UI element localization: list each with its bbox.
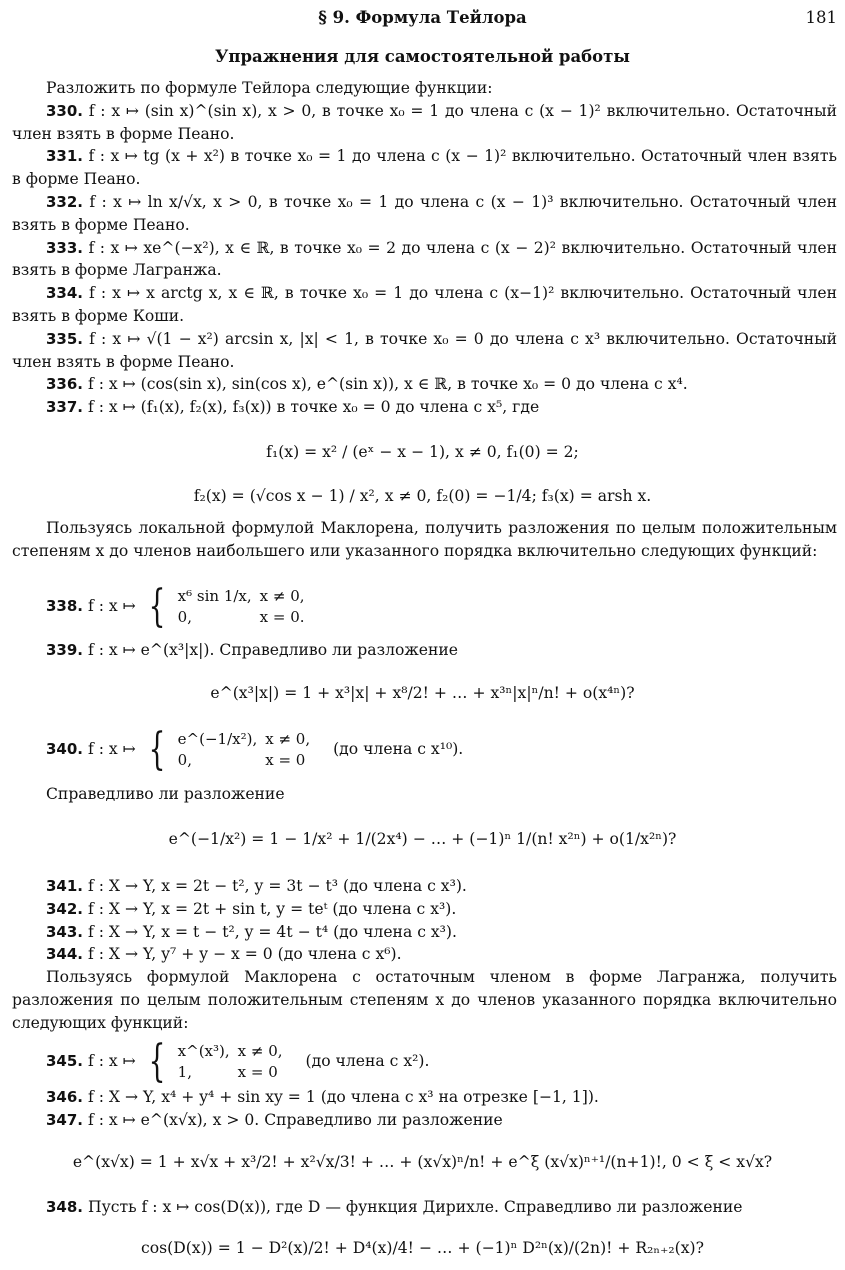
exercise-338 — [46, 581, 313, 632]
exercise-tail: (до члена с x¹⁰). — [333, 740, 464, 758]
case-1-condition: x ≠ 0, — [265, 730, 311, 748]
case-1-condition: x ≠ 0, — [237, 1042, 283, 1060]
exercise-343 — [12, 921, 837, 944]
exercise-337 — [12, 396, 837, 419]
exercise-336 — [12, 373, 837, 396]
exercise-tail: (до члена с x²). — [305, 1052, 430, 1070]
piecewise-cases — [178, 586, 313, 628]
exercise-number: 338. — [46, 597, 84, 615]
exercise-number: 333. — [46, 238, 84, 257]
exercise-text: f : X → Y, x = 2t + sin t, y = teᵗ (до члена с x³). — [83, 899, 457, 918]
case-2-condition: x = 0. — [259, 608, 305, 626]
exercise-340 — [46, 724, 464, 775]
question-340-block — [12, 783, 837, 806]
exercise-number: 347. — [46, 1110, 84, 1129]
exercise-number: 331. — [46, 147, 84, 166]
equation-347: e^(x√x) = 1 + x√x + x³/2! + x²√x/3! + … + (x√x)ⁿ/n! + e^ξ (x√x)ⁿ⁺¹/(n+1)!, 0 < ξ < x√x? — [72, 1153, 773, 1171]
exercise-text: f : x ↦ (f₁(x), f₂(x), f₃(x)) в точке x₀ = 0 до члена с x⁵, где — [83, 398, 540, 417]
exercise-number: 340. — [46, 740, 84, 758]
running-header — [0, 8, 845, 30]
page-number: 181 — [805, 8, 837, 27]
exercise-number: 330. — [46, 101, 84, 120]
exercise-334 — [12, 282, 837, 328]
exercise-text: f : x ↦ √(1 − x²) arcsin x, |x| < 1, в точке x₀ = 0 до члена с x³ включительно. Остаточный член взять в форме Пеано. — [12, 329, 837, 371]
exercise-text: f : x ↦ e^(x³|x|). Справедливо ли разложение — [83, 641, 458, 659]
exercise-333 — [12, 237, 837, 283]
case-1-value: x⁶ sin 1/x, — [177, 587, 252, 605]
case-2-value: 1, — [177, 1063, 192, 1081]
exercise-339 — [46, 641, 458, 659]
left-brace: { — [148, 1036, 166, 1087]
exercise-block-1 — [12, 77, 837, 419]
exercise-332 — [12, 191, 837, 237]
exercise-text: f : x ↦ tg (x + x²) в точке x₀ = 1 до члена с (x − 1)² включительно. Остаточный член взять в форме Пеано. — [12, 147, 837, 189]
case-2-value: 0, — [177, 608, 192, 626]
equation-337-f2: f₂(x) = (√cos x − 1) / x², x ≠ 0, f₂(0) = −1/4; f₃(x) = arsh x. — [193, 487, 652, 505]
left-brace: { — [148, 581, 166, 632]
piecewise-cases — [178, 729, 318, 771]
exercise-330 — [12, 100, 837, 146]
exercise-text: f : x ↦ xe^(−x²), x ∈ ℝ, в точке x₀ = 2 до члена с (x − 2)² включительно. Остаточный член взять в форме Лагранжа. — [12, 238, 837, 280]
exercise-number: 339. — [46, 641, 84, 659]
exercise-lead: f : x ↦ — [83, 1052, 136, 1070]
exercise-345 — [46, 1036, 430, 1087]
intro-paragraph-3: Пользуясь формулой Маклорена с остаточным членом в форме Лагранжа, получить разложения по целым положительным степеням x до членов указанного порядка включительно следующих функций: — [12, 968, 837, 1032]
exercise-335 — [12, 328, 837, 374]
exercise-text: f : x ↦ (cos(sin x), sin(cos x), e^(sin x)), x ∈ ℝ, в точке x₀ = 0 до члена с x⁴. — [83, 375, 688, 394]
equation-348: cos(D(x)) = 1 − D²(x)/2! + D⁴(x)/4! − … + (−1)ⁿ D²ⁿ(x)/(2n)! + R₂ₙ₊₂(x)? — [141, 1239, 704, 1257]
case-1-value: x^(x³), — [177, 1042, 230, 1060]
question-340: Справедливо ли разложение — [46, 785, 285, 803]
exercise-number: 348. — [46, 1198, 84, 1216]
exercise-number: 342. — [46, 899, 84, 918]
exercise-block-4 — [12, 1086, 837, 1132]
exercise-number: 335. — [46, 329, 84, 348]
exercise-text: f : x ↦ ln x/√x, x > 0, в точке x₀ = 1 до члена с (x − 1)³ включительно. Остаточный член взять в форме Пеано. — [12, 192, 837, 234]
exercise-block-5 — [12, 1196, 837, 1219]
exercise-text: f : X → Y, x = t − t², y = 4t − t⁴ (до члена с x³). — [83, 922, 457, 941]
equation-339: e^(x³|x|) = 1 + x³|x| + x⁸/2! + … + x³ⁿ|x|ⁿ/n! + o(x⁴ⁿ)? — [210, 684, 635, 702]
exercise-block-2 — [12, 517, 837, 563]
exercise-342 — [12, 898, 837, 921]
intro-paragraph-2: Пользуясь локальной формулой Маклорена, получить разложения по целым положительным степеням x до членов наибольшего или указанного порядка включительно следующих функций: — [12, 519, 837, 560]
exercise-344 — [12, 943, 837, 966]
exercise-text: Пусть f : x ↦ cos(D(x)), где D — функция Дирихле. Справедливо ли разложение — [83, 1198, 743, 1216]
exercise-number: 332. — [46, 192, 84, 211]
exercise-number: 344. — [46, 945, 84, 964]
exercise-text: f : X → Y, y⁷ + y − x = 0 (до члена с x⁶). — [83, 945, 402, 964]
case-1-value: e^(−1/x²), — [177, 730, 258, 748]
exercise-lead: f : x ↦ — [83, 740, 136, 758]
exercise-number: 337. — [46, 398, 84, 417]
exercise-number: 346. — [46, 1088, 84, 1106]
exercise-number: 345. — [46, 1052, 84, 1070]
case-2-value: 0, — [177, 751, 192, 769]
exercise-lead: f : x ↦ — [83, 597, 136, 615]
left-brace: { — [148, 724, 166, 775]
exercise-block-3 — [12, 875, 837, 1035]
exercise-346 — [12, 1086, 837, 1109]
intro-paragraph-1: Разложить по формуле Тейлора следующие функции: — [46, 79, 493, 97]
exercise-348 — [12, 1196, 837, 1219]
exercise-331 — [12, 145, 837, 191]
exercise-number: 334. — [46, 284, 84, 303]
exercise-341 — [12, 875, 837, 898]
exercise-347 — [12, 1109, 837, 1132]
case-2-condition: x = 0 — [237, 1063, 278, 1081]
exercise-number: 341. — [46, 877, 84, 895]
equation-340: e^(−1/x²) = 1 − 1/x² + 1/(2x⁴) − … + (−1)ⁿ 1/(n! x²ⁿ) + o(1/x²ⁿ)? — [168, 830, 677, 848]
case-2-condition: x = 0 — [265, 751, 306, 769]
section-title: Упражнения для самостоятельной работы — [215, 47, 630, 66]
case-1-condition: x ≠ 0, — [259, 587, 305, 605]
exercise-text: f : X → Y, x⁴ + y⁴ + sin xy = 1 (до члена с x³ на отрезке [−1, 1]). — [83, 1088, 599, 1106]
exercise-text: f : x ↦ x arctg x, x ∈ ℝ, в точке x₀ = 1 до члена с (x−1)² включительно. Остаточный член взять в форме Коши. — [12, 284, 837, 325]
piecewise-cases — [178, 1041, 291, 1083]
exercise-number: 343. — [46, 922, 84, 941]
exercise-text: f : X → Y, x = 2t − t², y = 3t − t³ (до члена с x³). — [83, 877, 467, 895]
chapter-title: § 9. Формула Тейлора — [318, 8, 527, 27]
exercise-text: f : x ↦ (sin x)^(sin x), x > 0, в точке x₀ = 1 до члена с (x − 1)² включительно. Остаточный член взять в форме Пеано. — [12, 101, 837, 143]
exercise-text: f : x ↦ e^(x√x), x > 0. Справедливо ли разложение — [83, 1110, 503, 1129]
exercise-number: 336. — [46, 375, 84, 394]
equation-337-f1: f₁(x) = x² / (eˣ − x − 1), x ≠ 0, f₁(0) = 2; — [266, 443, 579, 461]
